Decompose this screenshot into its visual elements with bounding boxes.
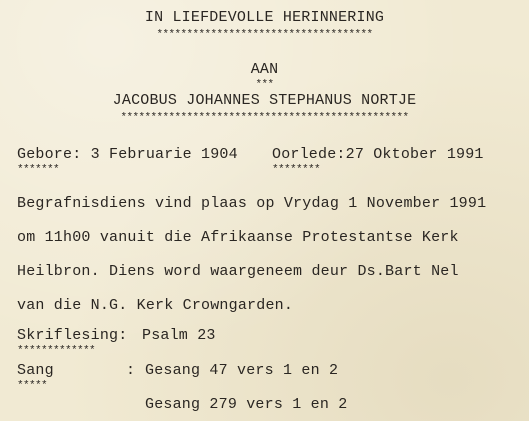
reading-label: Skriflesing: (17, 327, 128, 344)
service-line-2: om 11h00 vanuit die Afrikaanse Protestantse Kerk (17, 229, 459, 246)
heading: IN LIEFDEVOLLE HERINNERING (144, 9, 385, 26)
song-1: Gesang 47 vers 1 en 2 (145, 362, 339, 379)
born-underline: ******* (17, 164, 60, 176)
heading-underline: ************************************ (156, 29, 373, 41)
song-colon: : (126, 362, 136, 379)
born-date: Gebore: 3 Februarie 1904 (17, 146, 238, 163)
service-line-1: Begrafnisdiens vind plaas op Vrydag 1 November 1991 (17, 195, 487, 212)
reading-underline: ************* (17, 345, 96, 357)
to-underline: *** (255, 79, 274, 91)
to-label: AAN (250, 61, 279, 78)
died-underline: ******** (272, 164, 321, 176)
died-date: Oorlede:27 Oktober 1991 (272, 146, 484, 163)
service-line-4: van die N.G. Kerk Crowngarden. (17, 297, 294, 314)
deceased-name: JACOBUS JOHANNES STEPHANUS NORTJE (112, 92, 417, 109)
service-line-3: Heilbron. Diens word waargeneem deur Ds.Bart Nel (17, 263, 459, 280)
song-label: Sang (17, 362, 54, 379)
name-underline: ************************************************ (120, 112, 409, 124)
reading-value: Psalm 23 (142, 327, 216, 344)
song-2: Gesang 279 vers 1 en 2 (145, 396, 348, 413)
song-underline: ***** (17, 380, 48, 392)
